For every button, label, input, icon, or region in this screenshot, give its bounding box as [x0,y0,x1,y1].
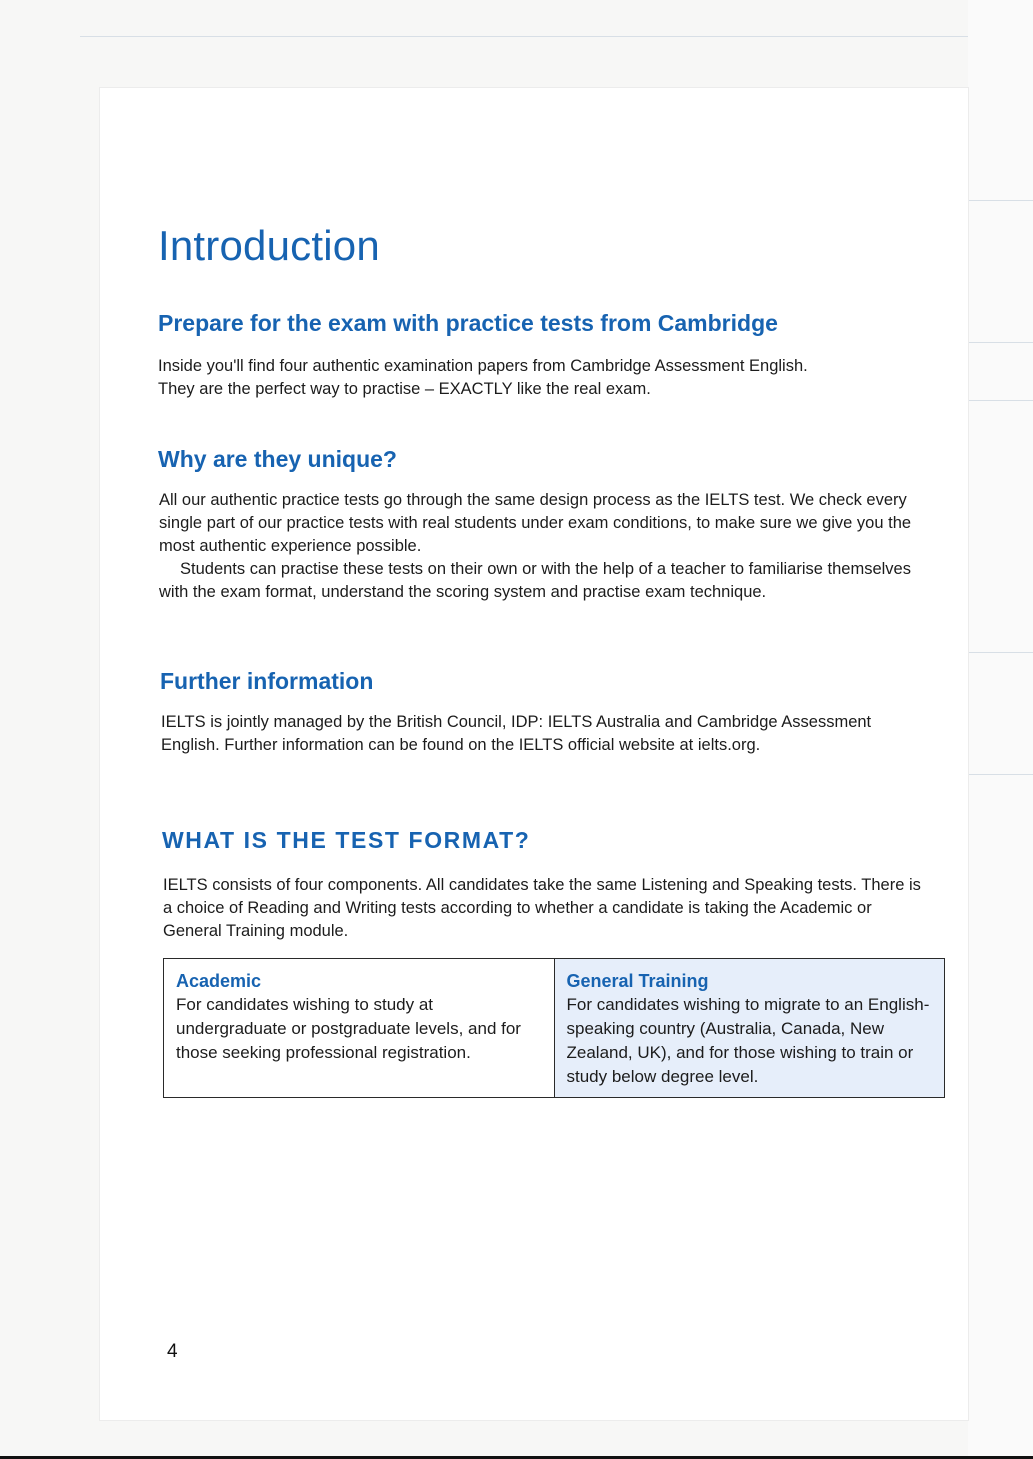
scan-line [80,36,968,37]
scan-line [968,200,1033,201]
format-paragraph: IELTS consists of four components. All candidates take the same Listening and Speaking tests. There is a choice of Reading and Writing tests according to whether a candidate is taking the Academic or General Training module. [163,876,921,940]
academic-description: For candidates wishing to study at undergraduate or postgraduate levels, and for those seeking professional registration. [176,995,521,1062]
further-body [161,711,886,757]
academic-heading: Academic [176,971,262,991]
section-heading-unique: Why are they unique? [158,446,397,472]
module-comparison-table [163,958,945,1098]
general-training-heading: General Training [566,971,709,991]
further-paragraph: IELTS is jointly managed by the British Council, IDP: IELTS Australia and Cambridge Assessment English. Further information can be found on the IELTS official website at ielts.org. [161,713,872,754]
format-body [163,874,923,943]
unique-body [159,489,929,604]
scan-line [968,342,1033,343]
adjacent-page-edge [968,0,1033,1459]
academic-cell [164,959,555,1097]
prepare-line-2: They are the perfect way to practise – EXACTLY like the real exam. [158,380,651,398]
page-title: Introduction [158,222,380,269]
general-training-description: For candidates wishing to migrate to an English-speaking country (Australia, Canada, New Zealand, UK), and for those wishing to train or study below degree level. [566,995,930,1086]
prepare-paragraph [158,355,938,401]
general-training-cell [555,959,945,1097]
page-number: 4 [167,1341,178,1362]
prepare-line-1: Inside you'll find four authentic examination papers from Cambridge Assessment English. [158,357,808,375]
unique-paragraph-1: All our authentic practice tests go through the same design process as the IELTS test. We check every single part of our practice tests with real students under exam conditions, to make sure we give you the most authentic experience possible. [159,491,912,555]
scan-line [968,652,1033,653]
scan-line [968,400,1033,401]
unique-paragraph-2: Students can practise these tests on their own or with the help of a teacher to familiarise themselves with the exam format, understand the scoring system and practise exam technique. [159,560,911,601]
section-heading-further: Further information [160,668,374,694]
section-heading-prepare: Prepare for the exam with practice tests from Cambridge [158,310,778,336]
scan-line [968,774,1033,775]
section-heading-format: WHAT IS THE TEST FORMAT? [162,827,531,853]
